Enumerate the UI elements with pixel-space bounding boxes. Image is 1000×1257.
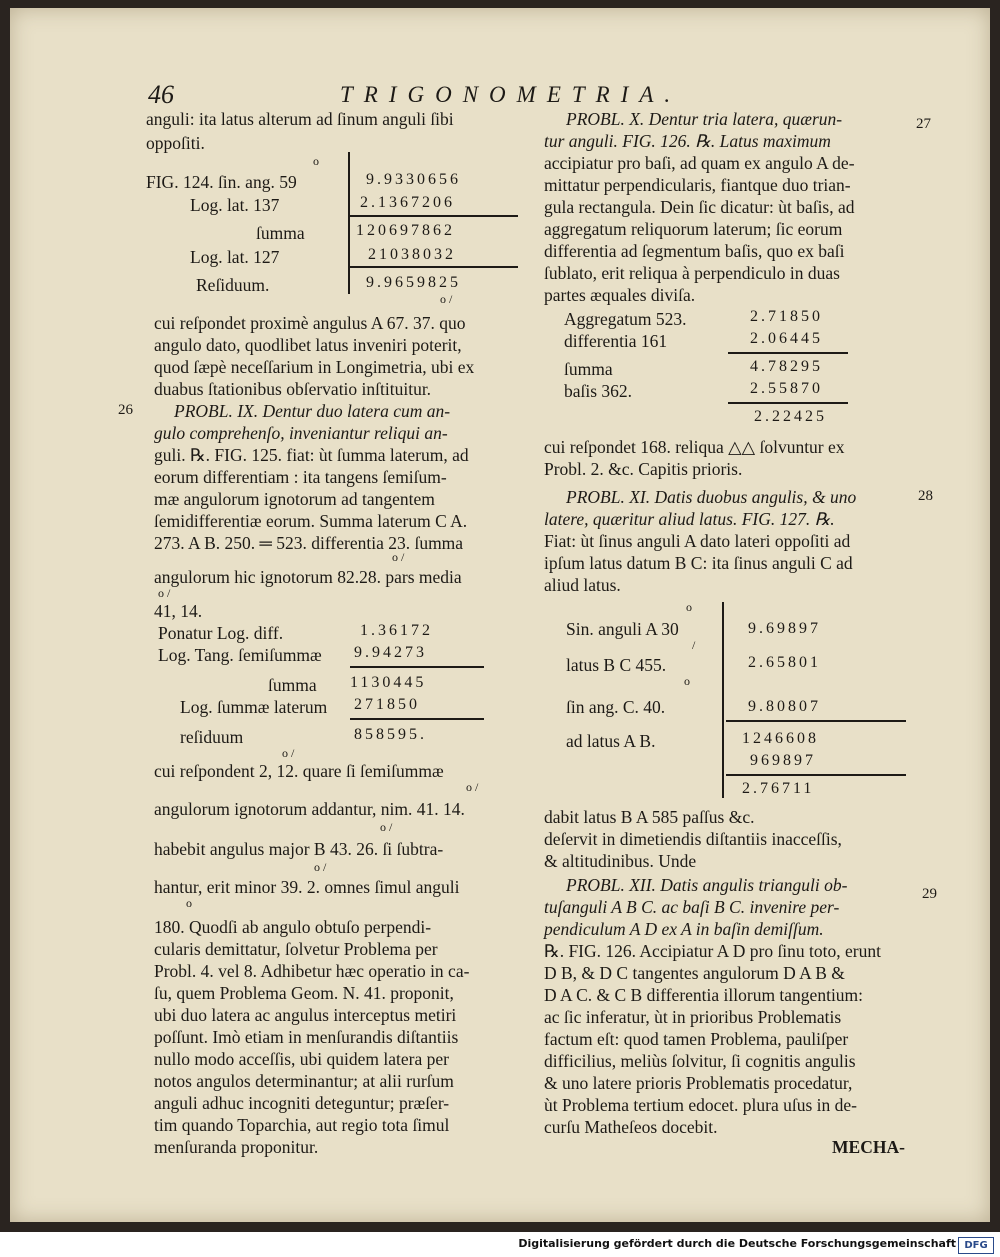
- text-line: ſemidifferentiæ eorum. Summa laterum C A.: [154, 511, 468, 531]
- calc-label: latus B C 455.: [566, 655, 667, 675]
- text-line: angulorum ignotorum addantur, nim. 41. 14.: [154, 799, 465, 819]
- rule-line: [350, 266, 518, 268]
- text-line: & uno latere prioris Problematis procedatur,: [544, 1073, 853, 1093]
- text-line: 41, 14.: [154, 601, 203, 621]
- text-line: Probl. 2. &c. Capitis prioris.: [544, 459, 743, 479]
- text-line: duabus ſtationibus obſervatio inſtituitur.: [154, 379, 432, 399]
- text-line: latere, quæritur aliud latus. FIG. 127. ℞.: [544, 509, 835, 529]
- text-line: oppoſiti.: [146, 133, 205, 153]
- calc-value: 2.06445: [750, 330, 823, 347]
- calc-label: ſumma: [256, 223, 305, 243]
- book-page: [10, 8, 990, 1222]
- text-line: factum eſt: quod tamen Problema, pauliſper: [544, 1029, 849, 1049]
- rule-line: [728, 352, 848, 354]
- rule-line: [350, 215, 518, 217]
- text-line: cularis demittatur, ſolvetur Problema per: [154, 939, 438, 959]
- margin-number-26: 26: [118, 402, 133, 418]
- degree-mark: o /: [440, 292, 453, 306]
- text-line: ubi duo latera ac angulus interceptus metiri: [154, 1005, 457, 1025]
- funding-credit: Digitalisierung gefördert durch die Deutsche Forschungsgemeinschaft: [518, 1237, 956, 1250]
- text-line: deſervit in dimetiendis diſtantiis inacceſſis,: [544, 829, 842, 849]
- dfg-logo-icon: DFG: [958, 1237, 994, 1254]
- calc-label: Log. lat. 127: [190, 247, 280, 267]
- text-line: mæ angulorum ignotorum ad tangentem: [154, 489, 435, 509]
- text-line: ùt Problema tertium edocet. plura uſus in de-: [544, 1095, 857, 1115]
- text-line: PROBL. XII. Datis angulis trianguli ob-: [566, 875, 848, 895]
- calc-label: ſumma: [268, 675, 317, 695]
- calc-label: Sin. anguli A 30: [566, 619, 679, 639]
- degree-mark: o /: [158, 586, 171, 600]
- calc-value: 858595.: [354, 726, 427, 743]
- calc-label: Log. Tang. ſemiſummæ: [158, 645, 322, 665]
- calc-value: 2.22425: [754, 408, 827, 425]
- page-number: 46: [148, 80, 174, 109]
- degree-mark: o /: [380, 820, 393, 834]
- text-line: menſuranda proponitur.: [154, 1137, 319, 1157]
- text-line: tuſanguli A B C. ac baſi B C. invenire per-: [544, 897, 840, 917]
- rule-line: [726, 774, 906, 776]
- calc-label: Reſiduum.: [196, 275, 270, 295]
- degree-mark: o /: [392, 550, 405, 564]
- text-line: anguli: ita latus alterum ad ſinum anguli ſibi: [146, 109, 454, 129]
- calc-label: Log. lat. 137: [190, 195, 280, 215]
- text-line: habebit angulus major B 43. 26. ſi ſubtra-: [154, 839, 444, 859]
- text-line: Fiat: ùt ſinus anguli A dato lateri oppoſiti ad: [544, 531, 851, 551]
- text-line: mittatur perpendicularis, fiantque duo trian-: [544, 175, 851, 195]
- text-line: differentia ad ſegmentum baſis, quo ex baſi: [544, 241, 845, 261]
- text-line: notos angulos determinantur; at alii rurſum: [154, 1071, 454, 1091]
- text-line: PROBL. IX. Dentur duo latera cum an-: [174, 401, 451, 421]
- margin-number-28: 28: [918, 488, 933, 504]
- rule-line: [350, 666, 484, 668]
- degree-mark: o: [186, 896, 192, 910]
- text-line: ac ſic inferatur, ùt in prioribus Problematis: [544, 1007, 842, 1027]
- text-line: D A C. & C B differentia illorum tangentium:: [544, 985, 864, 1005]
- text-line: aggregatum reliquorum laterum; ſic eorum: [544, 219, 843, 239]
- calc-value: 2.1367206: [360, 194, 455, 211]
- running-title: TRIGONOMETRIA.: [340, 82, 682, 107]
- text-line: curſu Matheſeos docebit.: [544, 1117, 718, 1137]
- rule-line: [350, 718, 484, 720]
- text-line: gulo comprehenſo, inveniantur reliqui an-: [154, 423, 448, 443]
- text-line: gula rectangula. Dein ſic dicatur: ùt baſis, ad: [544, 197, 855, 217]
- digitization-footer: [0, 1235, 1000, 1257]
- text-line: cui reſpondent 2, 12. quare ſi ſemiſummæ: [154, 761, 444, 781]
- degree-mark: o: [686, 600, 692, 614]
- calc-value: 4.78295: [750, 358, 823, 375]
- calc-label: ad latus A B.: [566, 731, 656, 751]
- calc-value: 21038032: [368, 246, 456, 263]
- calc-label: baſis 362.: [564, 381, 633, 401]
- text-line: angulorum hic ignotorum 82.28. pars media: [154, 567, 462, 587]
- degree-mark: o /: [466, 780, 479, 794]
- text-line: eorum differentiam : ita tangens ſemiſum-: [154, 467, 447, 487]
- text-line: aliud latus.: [544, 575, 621, 595]
- text-line: ſublato, erit reliqua à perpendiculo in duas: [544, 263, 840, 283]
- calc-value: 9.94273: [354, 644, 427, 661]
- text-line: ipſum latus datum B C: ita ſinus anguli C ad: [544, 553, 853, 573]
- calc-label: Log. ſummæ laterum: [180, 697, 328, 717]
- text-line: & altitudinibus. Unde: [544, 851, 697, 871]
- margin-number-27: 27: [916, 116, 931, 132]
- calc-value: 969897: [750, 752, 816, 769]
- calc-label: FIG. 124. ſin. ang. 59: [146, 172, 297, 192]
- margin-number-29: 29: [922, 886, 937, 902]
- text-line: quod ſæpè neceſſarium in Longimetria, ubi ex: [154, 357, 475, 377]
- text-line: difficilius, meliùs ſolvitur, ſi cognitis angulis: [544, 1051, 856, 1071]
- text-line: pendiculum A D ex A in baſin demiſſum.: [544, 919, 824, 939]
- degree-mark: /: [692, 638, 696, 652]
- text-line: angulo dato, quodlibet latus inveniri poterit,: [154, 335, 462, 355]
- calc-value: 9.9659825: [366, 274, 461, 291]
- calc-value: 2.71850: [750, 308, 823, 325]
- degree-mark: o: [684, 674, 690, 688]
- degree-mark: o: [313, 154, 319, 168]
- text-line: poſſunt. Imò etiam in menſurandis diſtantiis: [154, 1027, 459, 1047]
- text-line: tim quando Toparchia, aut regio tota ſimul: [154, 1115, 450, 1135]
- calc-label: differentia 161: [564, 331, 668, 351]
- rule-line: [728, 402, 848, 404]
- text-line: D B, & D C tangentes angulorum D A B &: [544, 963, 845, 983]
- text-line: ℞. FIG. 126. Accipiatur A D pro ſinu toto, erunt: [544, 941, 881, 961]
- text-line: dabit latus B A 585 paſſus &c.: [544, 807, 755, 827]
- calc-value: 271850: [354, 696, 420, 713]
- calc-value: 2.65801: [748, 654, 821, 671]
- calc-value: 9.69897: [748, 620, 821, 637]
- calc-value: 1246608: [742, 730, 819, 747]
- text-line: tur anguli. FIG. 126. ℞. Latus maximum: [544, 131, 831, 151]
- calc-value: 9.80807: [748, 698, 821, 715]
- calc-value: 2.55870: [750, 380, 823, 397]
- text-line: ſu, quem Problema Geom. N. 41. proponit,: [154, 983, 454, 1003]
- table-divider: [348, 152, 350, 294]
- text-line: PROBL. XI. Datis duobus angulis, & uno: [566, 487, 857, 507]
- calc-label: Ponatur Log. diff.: [158, 623, 284, 643]
- calc-label: reſiduum: [180, 727, 244, 747]
- calc-label: ſin ang. C. 40.: [566, 697, 666, 717]
- text-line: guli. ℞. FIG. 125. fiat: ùt ſumma laterum, ad: [154, 445, 469, 465]
- calc-label: Aggregatum 523.: [564, 309, 687, 329]
- text-line: partes æquales diviſa.: [544, 285, 696, 305]
- text-line: Probl. 4. vel 8. Adhibetur hæc operatio in ca-: [154, 961, 470, 981]
- text-line: anguli adhuc incogniti deteguntur; præſer-: [154, 1093, 450, 1113]
- catchword: MECHA-: [832, 1137, 905, 1157]
- text-line: 180. Quodſi ab angulo obtuſo perpendi-: [154, 917, 432, 937]
- rule-line: [726, 720, 906, 722]
- degree-mark: o /: [314, 860, 327, 874]
- text-line: 273. A B. 250. ═ 523. differentia 23. ſumma: [154, 533, 464, 553]
- text-line: cui reſpondet 168. reliqua △△ ſolvuntur ex: [544, 437, 845, 457]
- text-line: PROBL. X. Dentur tria latera, quærun-: [566, 109, 843, 129]
- calc-value: 9.9330656: [366, 171, 461, 188]
- text-line: accipiatur pro baſi, ad quam ex angulo A de-: [544, 153, 855, 173]
- calc-value: 120697862: [356, 222, 455, 239]
- text-line: hantur, erit minor 39. 2. omnes ſimul anguli: [154, 877, 460, 897]
- calc-label: ſumma: [564, 359, 613, 379]
- calc-value: 1.36172: [360, 622, 433, 639]
- text-line: cui reſpondet proximè angulus A 67. 37. quo: [154, 313, 466, 333]
- text-line: nullo modo acceſſis, ubi quidem latera per: [154, 1049, 449, 1069]
- table-divider: [722, 602, 724, 798]
- calc-value: 2.76711: [742, 780, 815, 797]
- degree-mark: o /: [282, 746, 295, 760]
- calc-value: 1130445: [350, 674, 427, 691]
